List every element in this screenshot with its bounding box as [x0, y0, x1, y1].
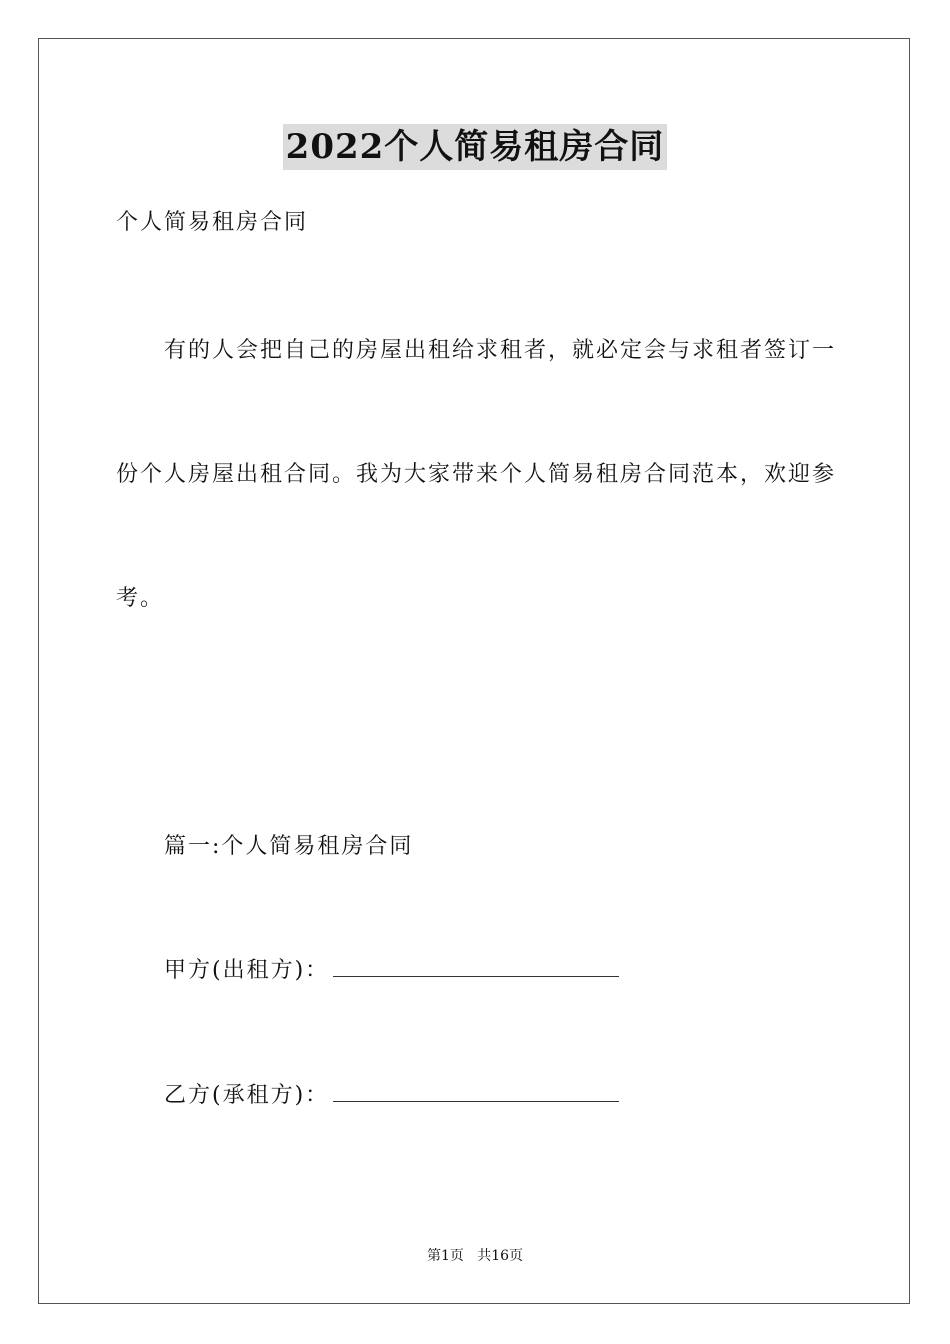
section-heading: 篇一:个人简易租房合同	[164, 834, 414, 859]
party-a-label: 甲方(出租方)：	[164, 958, 330, 983]
party-a-row	[164, 956, 619, 986]
intro-paragraph-line-3: 考。	[116, 586, 165, 611]
party-b-row	[164, 1081, 619, 1111]
party-a-blank[interactable]	[333, 956, 619, 977]
intro-paragraph-line-1: 有的人会把自己的房屋出租给求租者，就必定会与求租者签订一	[164, 338, 837, 363]
document-title-container	[0, 124, 950, 170]
intro-paragraph-line-2: 份个人房屋出租合同。我为大家带来个人简易租房合同范本，欢迎参	[116, 462, 837, 487]
page-footer: 第1页 共16页	[426, 1248, 524, 1264]
document-title: 2022个人简易租房合同	[283, 124, 668, 170]
party-b-label: 乙方(承租方)：	[164, 1083, 330, 1108]
party-b-blank[interactable]	[333, 1081, 619, 1102]
document-subtitle: 个人简易租房合同	[116, 210, 309, 235]
